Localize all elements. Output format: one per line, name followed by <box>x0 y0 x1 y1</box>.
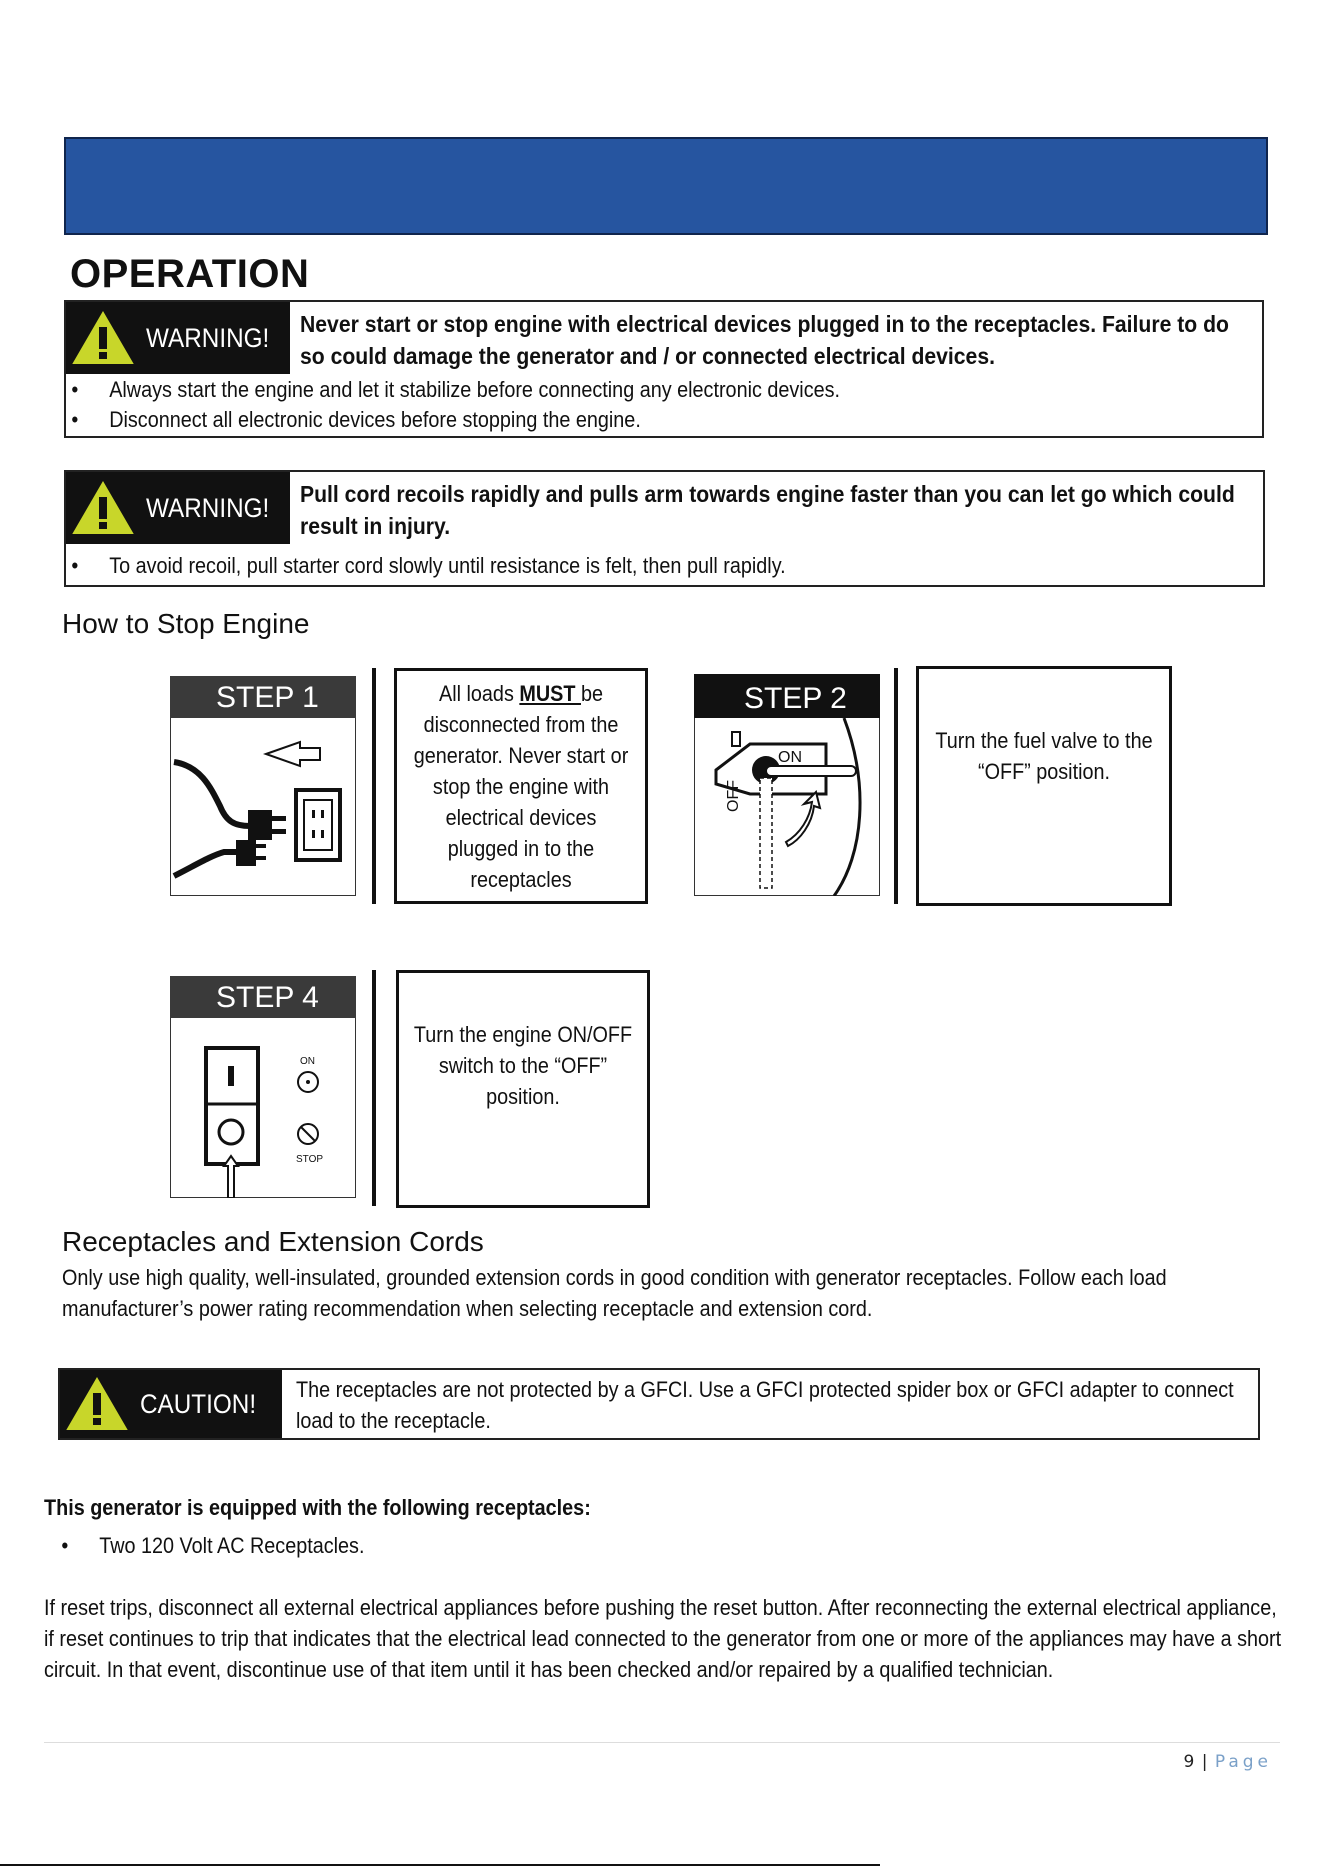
step2-instruction-box <box>916 666 1172 906</box>
caution-box <box>58 1368 1260 1440</box>
warning-box-engine <box>64 300 1264 438</box>
step4-instruction-box <box>396 970 650 1208</box>
warning-label: WARNING! <box>146 322 270 353</box>
warning-badge <box>66 472 290 544</box>
warning-box-pull-cord <box>64 470 1265 587</box>
warning-icon <box>72 480 134 536</box>
warning-label: WARNING! <box>146 492 270 523</box>
list-item: • Two 120 Volt AC Receptacles. <box>61 1533 365 1558</box>
fuel-off-label: OFF <box>725 780 742 812</box>
warning-icon <box>72 310 134 366</box>
caution-text: The receptacles are not protected by a GFCI. Use a GFCI protected spider box or GFCI adapter to connect load to the receptacle. <box>296 1377 1234 1433</box>
fuel-on-label: ON <box>778 749 802 766</box>
warning-text: Pull cord recoils rapidly and pulls arm towards engine faster than you can let go which could result in injury. <box>300 481 1235 539</box>
list-item: • To avoid recoil, pull starter cord slowly until resistance is felt, then pull rapidly. <box>71 553 786 578</box>
warning-text: Never start or stop engine with electrical devices plugged in to the receptacles. Failure to do so could damage the generator and / or connected electrical devices. <box>300 311 1229 369</box>
header-banner <box>64 137 1268 235</box>
step4-illustration <box>170 976 356 1198</box>
receptacles-heading: Receptacles and Extension Cords <box>62 1226 484 1257</box>
receptacles-paragraph: Only use high quality, well-insulated, grounded extension cords in good condition with generator receptacles. Follow each load manufacturer’s power rating recommendation when selecting receptacle and extension cord. <box>62 1265 1167 1321</box>
list-item: • Always start the engine and let it stabilize before connecting any electronic devices. <box>71 377 841 402</box>
step2-illustration <box>694 674 880 896</box>
bottom-rule <box>0 1864 880 1866</box>
list-item: • Disconnect all electronic devices before stopping the engine. <box>71 407 641 432</box>
step1-text: All loads MUST be disconnected from the generator. Never start or stop the engine with electrical devices plugged in to the receptacles <box>413 680 629 892</box>
caution-label: CAUTION! <box>140 1388 257 1419</box>
step4-label: STEP 4 <box>216 981 319 1014</box>
footer-divider <box>44 1742 1280 1743</box>
step2-label: STEP 2 <box>744 682 847 715</box>
section-title: OPERATION <box>70 252 310 296</box>
divider-line <box>372 668 376 904</box>
reset-paragraph: If reset trips, disconnect all external electrical appliances before pushing the reset button. After reconnecting the external electrical appliance, if reset continues to trip that indicates that the electrical lead connected to the generator from one or more of the appliances may have a short circuit. In that event, discontinue use of that item until it has been checked and/or repaired by a qualified technician. <box>44 1595 1282 1682</box>
switch-on-label: ON <box>300 1056 315 1067</box>
step4-text: Turn the engine ON/OFF switch to the “OFF” position. <box>413 1021 633 1109</box>
page-number: 9 | Page <box>1183 1752 1272 1772</box>
step2-text: Turn the fuel valve to the “OFF” position. <box>935 728 1153 784</box>
switch-stop-label: STOP <box>296 1154 324 1165</box>
step1-label: STEP 1 <box>216 681 319 714</box>
equipped-heading: This generator is equipped with the following receptacles: <box>44 1495 591 1520</box>
step1-instruction-box <box>394 668 648 904</box>
divider-line <box>894 668 898 904</box>
warning-badge <box>66 302 290 374</box>
divider-line <box>372 970 376 1206</box>
stop-engine-heading: How to Stop Engine <box>62 608 310 639</box>
caution-badge <box>60 1370 282 1438</box>
step1-illustration <box>170 676 356 896</box>
warning-icon <box>66 1376 128 1432</box>
